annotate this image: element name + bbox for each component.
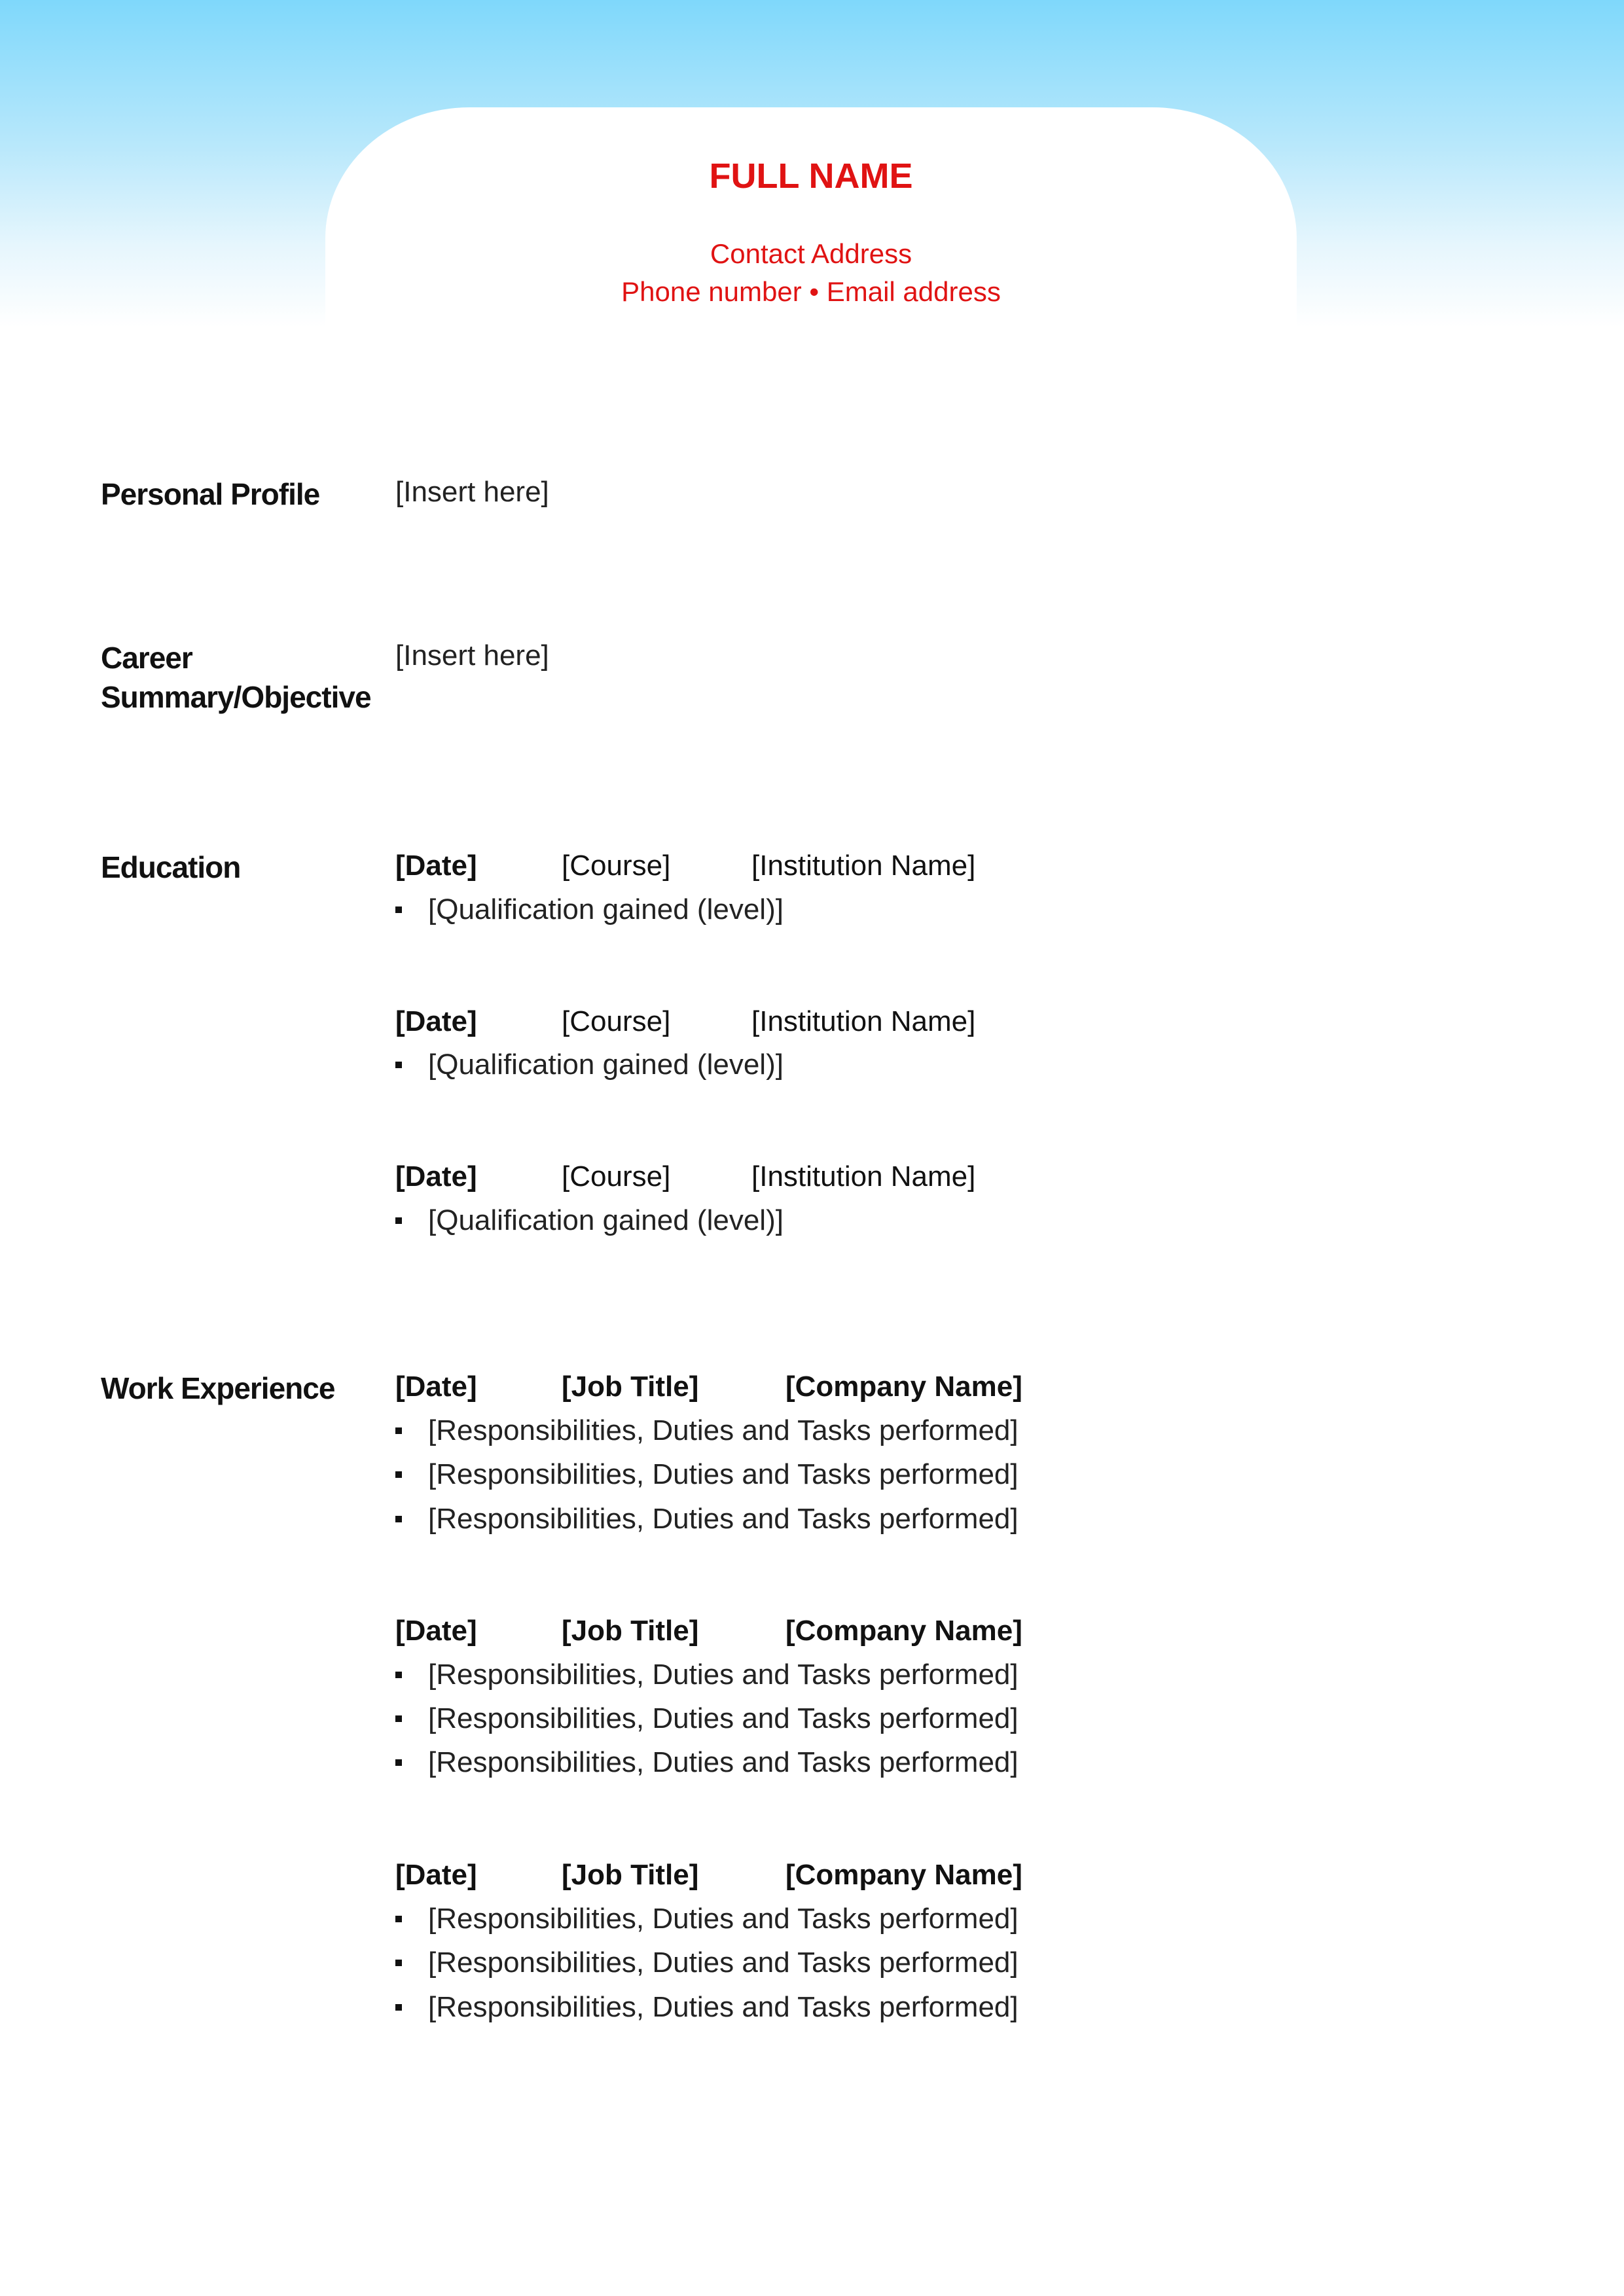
career-summary-text: [Insert here]	[395, 639, 549, 672]
education-date: [Date]	[395, 1005, 477, 1037]
education-date: [Date]	[395, 850, 477, 882]
bullet-icon	[395, 1471, 402, 1478]
bullet-icon	[395, 1516, 402, 1522]
work-date: [Date]	[395, 1371, 477, 1403]
duty-text: [Responsibilities, Duties and Tasks performed]	[428, 1946, 1019, 1979]
work-date: [Date]	[395, 1859, 477, 1891]
bullet-icon	[395, 906, 402, 913]
phone-email-line: Phone number • Email address	[621, 276, 1001, 307]
duty-text: [Responsibilities, Duties and Tasks performed]	[428, 1903, 1019, 1935]
full-name: FULL NAME	[709, 156, 913, 196]
duty-text: [Responsibilities, Duties and Tasks performed]	[428, 1503, 1019, 1535]
bullet-icon	[395, 1427, 402, 1434]
duty-text: [Responsibilities, Duties and Tasks performed]	[428, 1746, 1019, 1778]
bullet-icon	[395, 1960, 402, 1966]
education-date: [Date]	[395, 1160, 477, 1193]
bullet-icon	[395, 2004, 402, 2011]
qualification-text: [Qualification gained (level)]	[428, 1049, 784, 1081]
education-course: [Course]	[562, 850, 671, 882]
section-title-career-summary	[101, 638, 376, 717]
work-job-title: [Job Title]	[562, 1371, 699, 1403]
qualification-text: [Qualification gained (level)]	[428, 893, 784, 925]
career-title-line2: Summary/Objective	[101, 680, 371, 714]
section-title-work-experience: Work Experience	[101, 1371, 335, 1405]
qualification-text: [Qualification gained (level)]	[428, 1204, 784, 1236]
duty-text: [Responsibilities, Duties and Tasks performed]	[428, 1991, 1019, 2023]
bullet-icon	[395, 1062, 402, 1068]
bullet-icon	[395, 1916, 402, 1922]
duty-text: [Responsibilities, Duties and Tasks performed]	[428, 1659, 1019, 1691]
education-course: [Course]	[562, 1005, 671, 1037]
education-course: [Course]	[562, 1160, 671, 1193]
bullet-icon	[395, 1759, 402, 1766]
work-job-title: [Job Title]	[562, 1615, 699, 1647]
bullet-icon	[395, 1217, 402, 1224]
work-job-title: [Job Title]	[562, 1859, 699, 1891]
section-title-education: Education	[101, 850, 241, 884]
education-institution: [Institution Name]	[751, 850, 976, 882]
education-institution: [Institution Name]	[751, 1005, 976, 1037]
education-institution: [Institution Name]	[751, 1160, 976, 1193]
work-date: [Date]	[395, 1615, 477, 1647]
contact-address: Contact Address	[710, 238, 912, 269]
career-title-line1: Career	[101, 641, 192, 675]
bullet-icon	[395, 1715, 402, 1722]
duty-text: [Responsibilities, Duties and Tasks performed]	[428, 1414, 1019, 1446]
work-company: [Company Name]	[785, 1371, 1022, 1403]
personal-profile-text: [Insert here]	[395, 476, 549, 508]
header-card	[325, 107, 1297, 369]
bullet-icon	[395, 1672, 402, 1678]
work-company: [Company Name]	[785, 1859, 1022, 1891]
duty-text: [Responsibilities, Duties and Tasks performed]	[428, 1458, 1019, 1490]
work-company: [Company Name]	[785, 1615, 1022, 1647]
section-title-personal-profile: Personal Profile	[101, 477, 320, 511]
duty-text: [Responsibilities, Duties and Tasks performed]	[428, 1702, 1019, 1734]
